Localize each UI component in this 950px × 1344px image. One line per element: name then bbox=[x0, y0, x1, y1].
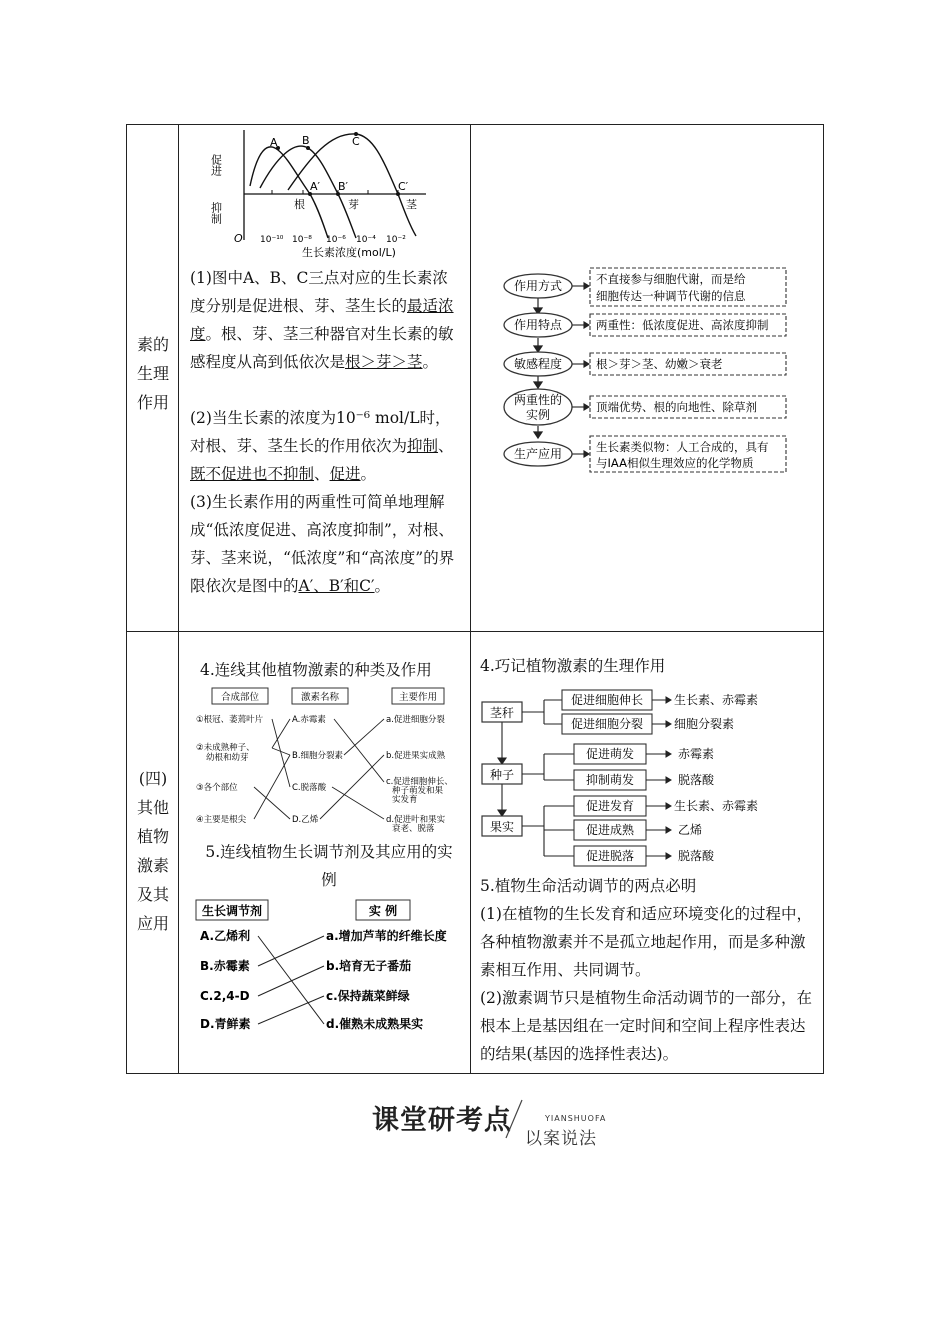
tree-hormone: 乙烯 bbox=[678, 823, 703, 837]
tree-effect: 促进细胞伸长 bbox=[570, 693, 644, 707]
tree-hormone: 生长素、赤霉素 bbox=[674, 799, 759, 813]
graph-peak-label: B bbox=[302, 134, 310, 147]
p3-answer: A′、B′和C′ bbox=[298, 577, 375, 595]
match2-example: d.催熟未成熟果实 bbox=[326, 1017, 424, 1031]
match1-hormone: A.赤霉素 bbox=[292, 715, 326, 725]
flow-desc: 细胞传达一种调节代谢的信息 bbox=[596, 289, 746, 303]
flow-desc: 生长素类似物：人工合成的，具有 bbox=[596, 440, 769, 454]
graph-peak-label: A bbox=[270, 136, 278, 149]
match1-function: 种子萌发和果 bbox=[392, 786, 444, 796]
tree-effect: 抑制萌发 bbox=[585, 773, 635, 787]
p1-answer-2: 根＞芽＞茎 bbox=[345, 353, 423, 371]
match1-function: d.促进叶和果实 bbox=[386, 815, 446, 825]
p1-text: 。根、芽、茎三种器官对生长素的敏感程度从高到低依次是 bbox=[190, 325, 454, 371]
regulator-matching-heading bbox=[196, 838, 462, 894]
row1-paragraph-1 bbox=[190, 264, 462, 376]
match2-header: 生长调节剂 bbox=[201, 904, 263, 918]
match1-site: ①根冠、萎蔫叶片 bbox=[196, 715, 264, 725]
table-border-right bbox=[823, 124, 824, 1074]
hormone-matching-diagram bbox=[194, 688, 453, 834]
row2-label-line: 植物 bbox=[136, 827, 169, 846]
graph-organ-label: 根 bbox=[294, 198, 305, 211]
tree-effect: 促进发育 bbox=[585, 799, 635, 813]
flow-key-example: 两重性的 bbox=[513, 393, 563, 407]
regulation-point-2: (2)激素调节只是植物生命活动调节的一部分，在根本上是基因组在一定时间和空间上程序性表达的结果(基因的选择性表达)。 bbox=[480, 989, 812, 1063]
match1-site: ②未成熟种子、 bbox=[196, 743, 255, 753]
table-row-divider bbox=[126, 631, 824, 632]
graph-crossing-label: A′ bbox=[310, 180, 321, 193]
match1-hormone: B.细胞分裂素 bbox=[292, 751, 344, 761]
tree-effect: 促进萌发 bbox=[585, 747, 635, 761]
banner-subtitle: 以案说法 bbox=[525, 1129, 597, 1149]
row1-label-line: 作用 bbox=[136, 393, 169, 412]
match2-example: a.增加芦苇的纤维长度 bbox=[326, 929, 447, 943]
match2-example: b.培育无子番茄 bbox=[326, 959, 412, 973]
match1-function: 衰老、脱落 bbox=[392, 824, 435, 834]
row2-label-line: 及其 bbox=[136, 885, 169, 904]
banner-pinyin: YIANSHUOFA bbox=[545, 1114, 607, 1123]
match1-header: 主要作用 bbox=[398, 692, 438, 703]
tree-effect: 促进脱落 bbox=[585, 849, 635, 863]
match1-function: a.促进细胞分裂 bbox=[386, 715, 445, 725]
p1-text: (1)图中A、B、C三点对应的生长素浓度分别是促进根、芽、茎生长的 bbox=[190, 269, 448, 315]
match1-function: c.促进细胞伸长、 bbox=[386, 777, 453, 787]
flow-desc: 不直接参与细胞代谢，而是给 bbox=[596, 272, 746, 286]
tree-root-fruit: 果实 bbox=[489, 820, 515, 834]
row1-label-line: 素的 bbox=[136, 335, 169, 354]
row2-label-line: 其他 bbox=[136, 798, 169, 817]
p3-text: 。 bbox=[374, 577, 391, 595]
graph-y-inhibit: 抑制 bbox=[209, 202, 223, 224]
graph-tick-label: 10⁻¹⁰ bbox=[260, 235, 284, 245]
graph-peak-label: C bbox=[352, 135, 360, 148]
match2-header: 实 例 bbox=[368, 904, 398, 918]
match1-hormone: D.乙烯 bbox=[292, 815, 319, 825]
row1-label-line: 生理 bbox=[136, 364, 169, 383]
auxin-effect-graph bbox=[209, 118, 434, 262]
p2-answer-2: 既不促进也不抑制 bbox=[190, 465, 315, 483]
hormone-memory-heading: 4.巧记植物激素的生理作用 bbox=[480, 657, 666, 675]
graph-tick-label: 10⁻² bbox=[386, 235, 406, 245]
flow-desc: 两重性：低浓度促进、高浓度抑制 bbox=[596, 318, 769, 332]
flow-key-mode: 作用方式 bbox=[513, 279, 563, 293]
flow-key-sensitivity: 敏感程度 bbox=[513, 357, 563, 371]
flow-key-application: 生产应用 bbox=[513, 447, 563, 461]
graph-crossing-label: B′ bbox=[338, 180, 349, 193]
flow-key-example: 实例 bbox=[525, 408, 551, 422]
table-col-divider-2 bbox=[470, 124, 471, 1074]
section-banner-title: 课堂研考点 bbox=[372, 1105, 512, 1136]
regulation-point-1: (1)在植物的生长发育和适应环境变化的过程中，各种植物激素并不是孤立地起作用，而是多种激素相互作用、共同调节。 bbox=[480, 905, 812, 979]
match2-regulator: B.赤霉素 bbox=[200, 959, 250, 973]
p1-text: 。 bbox=[422, 353, 439, 371]
graph-organ-label: 芽 bbox=[348, 198, 359, 211]
match1-site: 幼根和幼芽 bbox=[206, 753, 249, 763]
match1-function: b.促进果实成熟 bbox=[386, 751, 446, 761]
tree-root-seed: 种子 bbox=[489, 768, 515, 782]
graph-organ-label: 茎 bbox=[406, 198, 417, 211]
graph-tick-label: 10⁻⁴ bbox=[356, 235, 376, 245]
p2-answer-3: 促进 bbox=[329, 465, 361, 483]
row1-paragraph-2 bbox=[190, 404, 462, 488]
regulator-matching-diagram bbox=[194, 898, 462, 1034]
table-border-left bbox=[126, 124, 127, 1074]
tree-hormone: 脱落酸 bbox=[678, 849, 715, 863]
match1-header: 激素名称 bbox=[300, 692, 340, 703]
regulation-heading: 5.植物生命活动调节的两点必明 bbox=[480, 877, 697, 895]
tree-effect: 促进成熟 bbox=[585, 823, 635, 837]
p2-answer-1: 抑制 bbox=[407, 437, 439, 455]
p1-answer-1: 最适浓度 bbox=[190, 297, 454, 343]
banner-slash-divider bbox=[502, 1098, 526, 1140]
p2-text: 、 bbox=[438, 437, 454, 455]
graph-tick-label: 10⁻⁶ bbox=[326, 235, 346, 245]
tree-root-stem: 茎秆 bbox=[489, 706, 515, 720]
graph-crossing-label: C′ bbox=[398, 180, 409, 193]
p3-text: (3)生长素作用的两重性可简单地理解成“低浓度促进、高浓度抑制”，对根、芽、茎来说，“低浓度”和“高浓度”的界限依次是图中的 bbox=[190, 493, 455, 595]
tree-hormone: 脱落酸 bbox=[678, 773, 715, 787]
p2-text: 。 bbox=[360, 465, 377, 483]
row2-label-line: (四) bbox=[138, 769, 168, 788]
p2-text: 、 bbox=[314, 465, 330, 483]
hormone-matching-heading: 4.连线其他植物激素的种类及作用 bbox=[200, 661, 432, 679]
graph-tick-label: 10⁻⁸ bbox=[292, 235, 312, 245]
flow-desc: 根＞芽＞茎、幼嫩＞衰老 bbox=[596, 357, 723, 371]
graph-y-promote: 促进 bbox=[209, 154, 223, 176]
match1-site: ③各个部位 bbox=[196, 783, 238, 793]
tree-hormone: 赤霉素 bbox=[678, 747, 715, 761]
match2-regulator: C.2,4-D bbox=[200, 989, 250, 1003]
match2-regulator: A.乙烯利 bbox=[200, 929, 251, 943]
row1-label bbox=[130, 330, 176, 417]
tree-hormone: 生长素、赤霉素 bbox=[674, 693, 759, 707]
match1-hormone: C.脱落酸 bbox=[292, 783, 327, 793]
tree-hormone: 细胞分裂素 bbox=[674, 717, 735, 731]
table-border-bottom bbox=[126, 1073, 824, 1074]
graph-origin: O bbox=[234, 232, 243, 245]
match1-header: 合成部位 bbox=[220, 692, 260, 703]
tree-effect: 促进细胞分裂 bbox=[570, 717, 644, 731]
row2-label bbox=[130, 764, 176, 938]
match2-regulator: D.青鲜素 bbox=[200, 1017, 251, 1031]
match1-site: ④主要是根尖 bbox=[196, 815, 247, 825]
row1-paragraph-3 bbox=[190, 488, 462, 600]
flow-desc: 顶端优势、根的向地性、除草剂 bbox=[596, 400, 757, 414]
row2-label-line: 应用 bbox=[136, 914, 169, 933]
match1-function: 实发育 bbox=[392, 795, 418, 805]
p2-text: (2)当生长素的浓度为10⁻⁶ mol/L时，对根、芽、茎生长的作用依次为 bbox=[190, 409, 451, 455]
regulator-heading-line: 5.连线植物生长调节剂及其应用的实 bbox=[205, 843, 453, 861]
graph-x-label: 生长素浓度(mol/L) bbox=[302, 246, 396, 259]
row2-label-line: 激素 bbox=[136, 856, 169, 875]
flow-key-feature: 作用特点 bbox=[513, 318, 563, 332]
flow-desc: 与IAA相似生理效应的化学物质 bbox=[596, 456, 754, 470]
regulator-heading-line: 例 bbox=[321, 871, 337, 889]
match2-example: c.保持蔬菜鲜绿 bbox=[326, 989, 410, 1003]
auxin-summary-flowchart bbox=[498, 262, 798, 478]
table-col-divider-1 bbox=[178, 124, 179, 1074]
hormone-memory-tree bbox=[478, 686, 798, 870]
